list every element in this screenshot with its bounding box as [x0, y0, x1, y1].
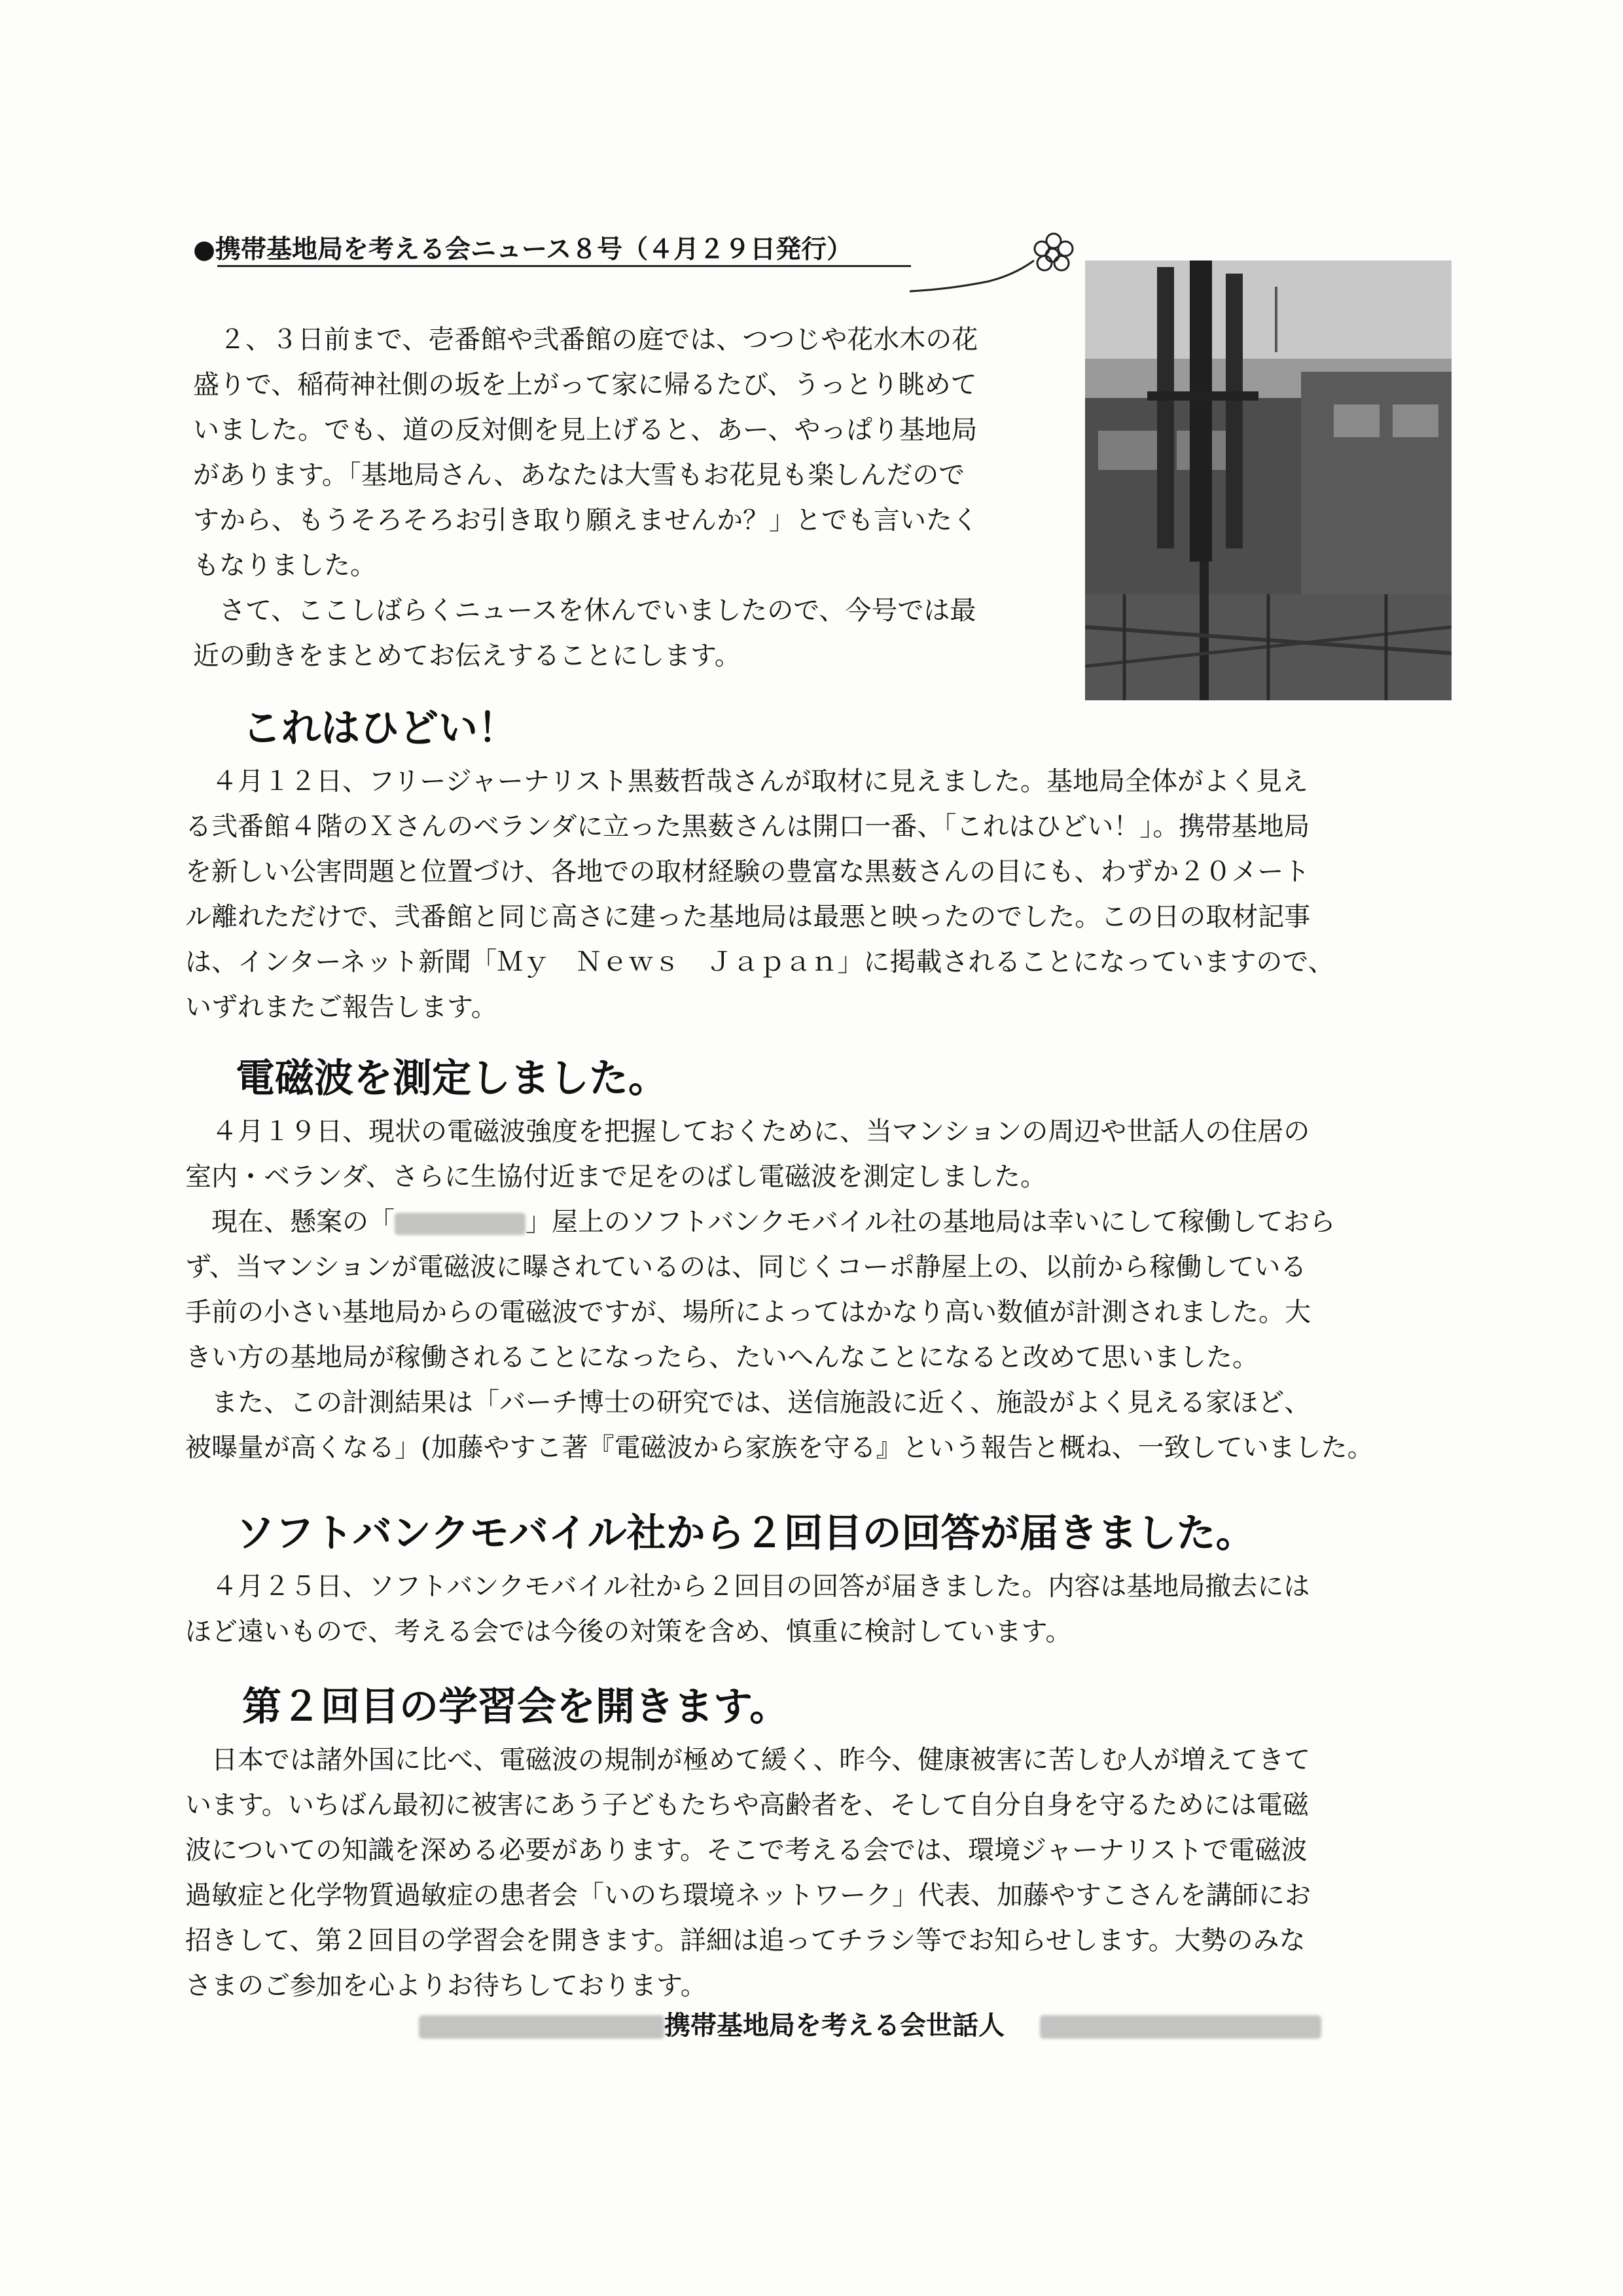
section-body-study-session: [185, 1738, 1311, 2009]
body-line: また、この計測結果は「バーチ博士の研究では、送信施設に近く、施設がよく見える家ほど、: [185, 1388, 1311, 1418]
body-line: る弐番館４階のＸさんのベランダに立った黒薮さんは開口一番、「これはひどい！」。携帯基地局: [185, 812, 1310, 842]
intro-line: すから、もうそろそろお引き取り願えませんか？」とでも言いたく: [193, 505, 978, 535]
body-line-start: 現在、懸案の「: [185, 1207, 395, 1237]
body-line: ル離れただけで、弐番館と同じ高さに建った基地局は最悪と映ったのでした。この日の取材記事: [185, 902, 1311, 932]
body-line: 招きして、第２回目の学習会を開きます。詳細は追ってチラシ等でお知らせします。大勢のみな: [185, 1926, 1306, 1956]
bullet-icon: ●: [193, 235, 216, 264]
body-line: いずれまたご報告します。: [185, 992, 497, 1022]
title-underline: [217, 265, 911, 267]
body-line-with-redaction: [185, 1200, 1374, 1245]
body-line: を新しい公害問題と位置づけ、各地での取材経験の豊富な黒薮さんの目にも、わずか２０メート: [185, 857, 1310, 887]
body-line: 手前の小さい基地局からの電磁波ですが、場所によってはかなり高い数値が計測されました。大: [185, 1297, 1311, 1327]
section-body-measurement: [185, 1109, 1374, 1471]
body-line-rest: 」屋上のソフトバンクモバイル社の基地局は幸いにして稼働しておら: [526, 1207, 1336, 1237]
intro-line: 盛りで、稲荷神社側の坂を上がって家に帰るたび、うっとり眺めて: [193, 370, 977, 400]
intro-line: ２、３日前まで、壱番館や弐番館の庭では、つつじや花水木の花: [193, 325, 978, 355]
section-body-softbank-reply: [185, 1564, 1310, 1655]
body-line: ず、当マンションが電磁波に曝されているのは、同じくコーポ静屋上の、以前から稼働している: [185, 1252, 1307, 1282]
signature: [419, 2005, 1321, 2042]
redacted-building-name: [395, 1213, 526, 1235]
intro-line: さて、ここしばらくニュースを休んでいましたので、今号では最: [193, 596, 976, 626]
body-line: ４月１２日、フリージャーナリスト黒薮哲哉さんが取材に見えました。基地局全体がよく見え: [185, 766, 1308, 797]
intro-line: もなりました。: [193, 550, 376, 581]
body-line: ４月１９日、現状の電磁波強度を把握しておくために、当マンションの周辺や世話人の住居の: [185, 1117, 1310, 1147]
section-body-hidoi: [185, 759, 1334, 1030]
body-line: 波についての知識を深める必要があります。そこで考える会では、環境ジャーナリストで電磁波: [185, 1835, 1308, 1865]
body-line: きい方の基地局が稼働されることになったら、たいへんなことになると改めて思いました。: [185, 1342, 1258, 1372]
body-line: 被曝量が高くなる」(加藤やすこ著『電磁波から家族を守る』という報告と概ね、一致していました。: [185, 1433, 1374, 1463]
body-line: は、インターネット新聞「Ｍｙ Ｎｅｗｓ Ｊａｐａｎ」に掲載されることになっていますので、: [185, 947, 1334, 977]
body-line: います。いちばん最初に被害にあう子どもたちや高齢者を、そして自分自身を守るためには電磁: [185, 1790, 1309, 1820]
body-line: 日本では諸外国に比べ、電磁波の規制が極めて緩く、昨今、健康被害に苦しむ人が増えてきて: [185, 1745, 1311, 1775]
intro-line: があります。「基地局さん、あなたは大雪もお花見も楽しんだので: [193, 460, 965, 490]
body-line: さまのご参加を心よりお待ちしております。: [185, 1971, 707, 2001]
body-line: ４月２５日、ソフトバンクモバイル社から２回目の回答が届きました。内容は基地局撤去には: [185, 1571, 1310, 1602]
signature-label: 携帯基地局を考える会世話人: [664, 2011, 1005, 2041]
intro-paragraph: [193, 317, 978, 679]
intro-line: いました。でも、道の反対側を見上げると、あー、やっぱり基地局: [193, 415, 978, 445]
flower-doodle-icon: [910, 229, 1086, 301]
intro-line: 近の動きをまとめてお伝えすることにします。: [193, 641, 741, 671]
redacted-address: [419, 2015, 664, 2039]
section-heading-measurement: 電磁波を測定しました。: [236, 1056, 668, 1102]
redacted-names: [1040, 2015, 1321, 2039]
newsletter-title: [193, 229, 852, 266]
section-heading-softbank-reply: ソフトバンクモバイル社から２回目の回答が届きました。: [236, 1511, 1255, 1556]
body-line: ほど遠いもので、考える会では今後の対策を含め、慎重に検討しています。: [185, 1617, 1072, 1647]
body-line: 過敏症と化学物質過敏症の患者会「いのち環境ネットワーク」代表、加藤やすこさんを講師にお: [185, 1880, 1311, 1910]
title-text: 携帯基地局を考える会ニュース８号（４月２９日発行）: [215, 235, 853, 264]
section-heading-study-session: 第２回目の学習会を開きます。: [242, 1684, 789, 1730]
body-line: 室内・ベランダ、さらに生協付近まで足をのばし電磁波を測定しました。: [185, 1162, 1046, 1192]
base-station-photo: [1085, 260, 1452, 700]
section-heading-hidoi: これはひどい！: [242, 706, 517, 751]
